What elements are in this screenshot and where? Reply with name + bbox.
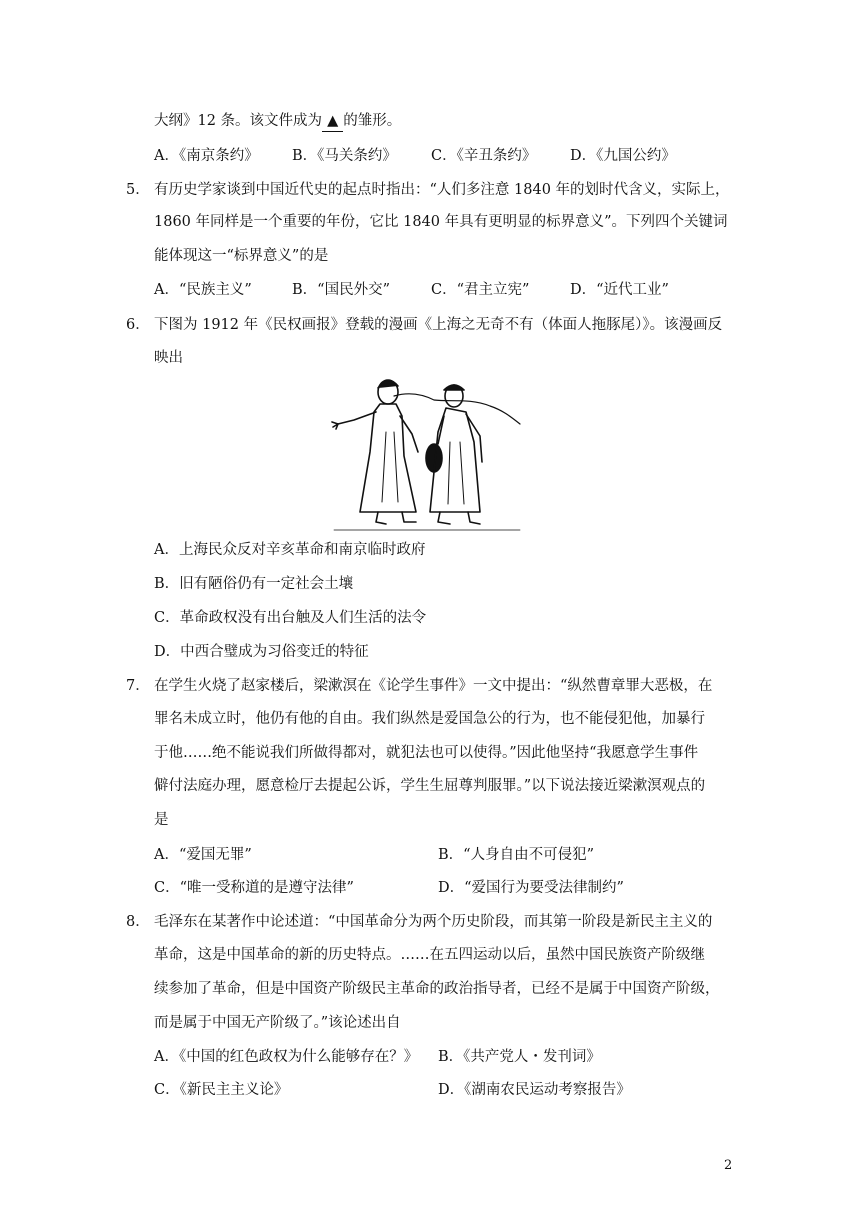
q7-line-5: 是 <box>154 812 169 828</box>
q8-number: 8． <box>126 914 150 930</box>
q7-option-a: A．“爱国无罪” <box>154 847 252 863</box>
q8-option-d: D．《湖南农民运动考察报告》 <box>438 1082 631 1098</box>
q4-text-before: 大纲》12 条。该文件成为 <box>154 113 323 129</box>
page-number: 2 <box>724 1158 733 1173</box>
q6-option-a: A．上海民众反对辛亥革命和南京临时政府 <box>154 542 426 558</box>
q6-text: 下图为 1912 年《民权画报》登载的漫画《上海之无奇不有（体面人拖豚尾）》。该漫画反 <box>154 317 723 333</box>
q5-text: 有历史学家谈到中国近代史的起点时指出：“人们多注意 1840 年的划时代含义，实际上， <box>154 182 730 198</box>
q8-line-4: 而是属于中国无产阶级了。”该论述出自 <box>154 1015 401 1031</box>
q4-text-after: 的雏形。 <box>343 113 402 129</box>
q4-option-d: D．《九国公约》 <box>570 148 676 164</box>
q4-option-b: B．《马关条约》 <box>292 148 397 164</box>
q8-line-2: 革命，这是中国革命的新的历史特点。……在五四运动以后，虽然中国民族资产阶级继 <box>154 947 705 963</box>
q7-line-2: 罪名未成立时，他仍有他的自由。我们纵然是爱国急公的行为，也不能侵犯他，加暴行 <box>154 711 705 727</box>
q8-option-b: B．《共产党人・发刊词》 <box>438 1049 601 1065</box>
q8-option-c: C．《新民主主义论》 <box>154 1082 289 1098</box>
q7-text: 在学生火烧了赵家楼后，梁漱溟在《论学生事件》一文中提出：“纵然曹章罪大恶极，在 <box>154 678 713 694</box>
q5-option-b: B．“国民外交” <box>292 282 390 298</box>
q8-line-1 <box>126 912 712 932</box>
q6-option-d: D．中西合璧成为习俗变迁的特征 <box>154 644 369 660</box>
cartoon-illustration <box>330 372 526 532</box>
q7-option-b: B．“人身自由不可侵犯” <box>438 847 594 863</box>
q8-option-a: A．《中国的红色政权为什么能够存在？》 <box>154 1049 419 1065</box>
q6-number: 6． <box>126 317 150 333</box>
q8-text: 毛泽东在某著作中论述道：“中国革命分为两个历史阶段，而其第一阶段是新民主主义的 <box>154 914 713 930</box>
q7-line-4: 僻付法庭办理，愿意检厅去提起公诉，学生生屈尊判服罪。”以下说法接近梁漱溟观点的 <box>154 778 706 794</box>
q7-option-d: D．“爱国行为要受法律制约” <box>438 880 624 896</box>
q5-option-c: C．“君主立宪” <box>431 282 530 298</box>
q5-number: 5． <box>126 182 150 198</box>
q7-number: 7． <box>126 678 150 694</box>
q7-line-1 <box>126 676 712 696</box>
q5-option-d: D．“近代工业” <box>570 282 669 298</box>
q6-line-2: 映出 <box>154 350 183 366</box>
q4-option-c: C．《辛丑条约》 <box>431 148 537 164</box>
answer-blank: ▲ <box>322 111 343 132</box>
q6-option-c: C．革命政权没有出台触及人们生活的法令 <box>154 610 427 626</box>
q4-stem-line <box>154 111 401 132</box>
q8-line-3: 续参加了革命，但是中国资产阶级民主革命的政治指导者，已经不是属于中国资产阶级， <box>154 981 720 997</box>
q5-line-1 <box>126 180 730 200</box>
q7-option-c: C．“唯一受称道的是遵守法律” <box>154 880 354 896</box>
q5-option-a: A．“民族主义” <box>154 282 252 298</box>
q4-option-a: A．《南京条约》 <box>154 148 259 164</box>
q5-line-2: 1860 年同样是一个重要的年份，它比 1840 年具有更明显的标界意义”。下列四个关键词 <box>154 214 728 230</box>
q5-line-3: 能体现这一“标界意义”的是 <box>154 248 329 264</box>
q7-line-3: 于他……绝不能说我们所做得都对，就犯法也可以使得。”因此他坚持“我愿意学生事件 <box>154 745 699 761</box>
q6-option-b: B．旧有陋俗仍有一定社会土壤 <box>154 576 354 592</box>
q6-line-1 <box>126 315 722 335</box>
